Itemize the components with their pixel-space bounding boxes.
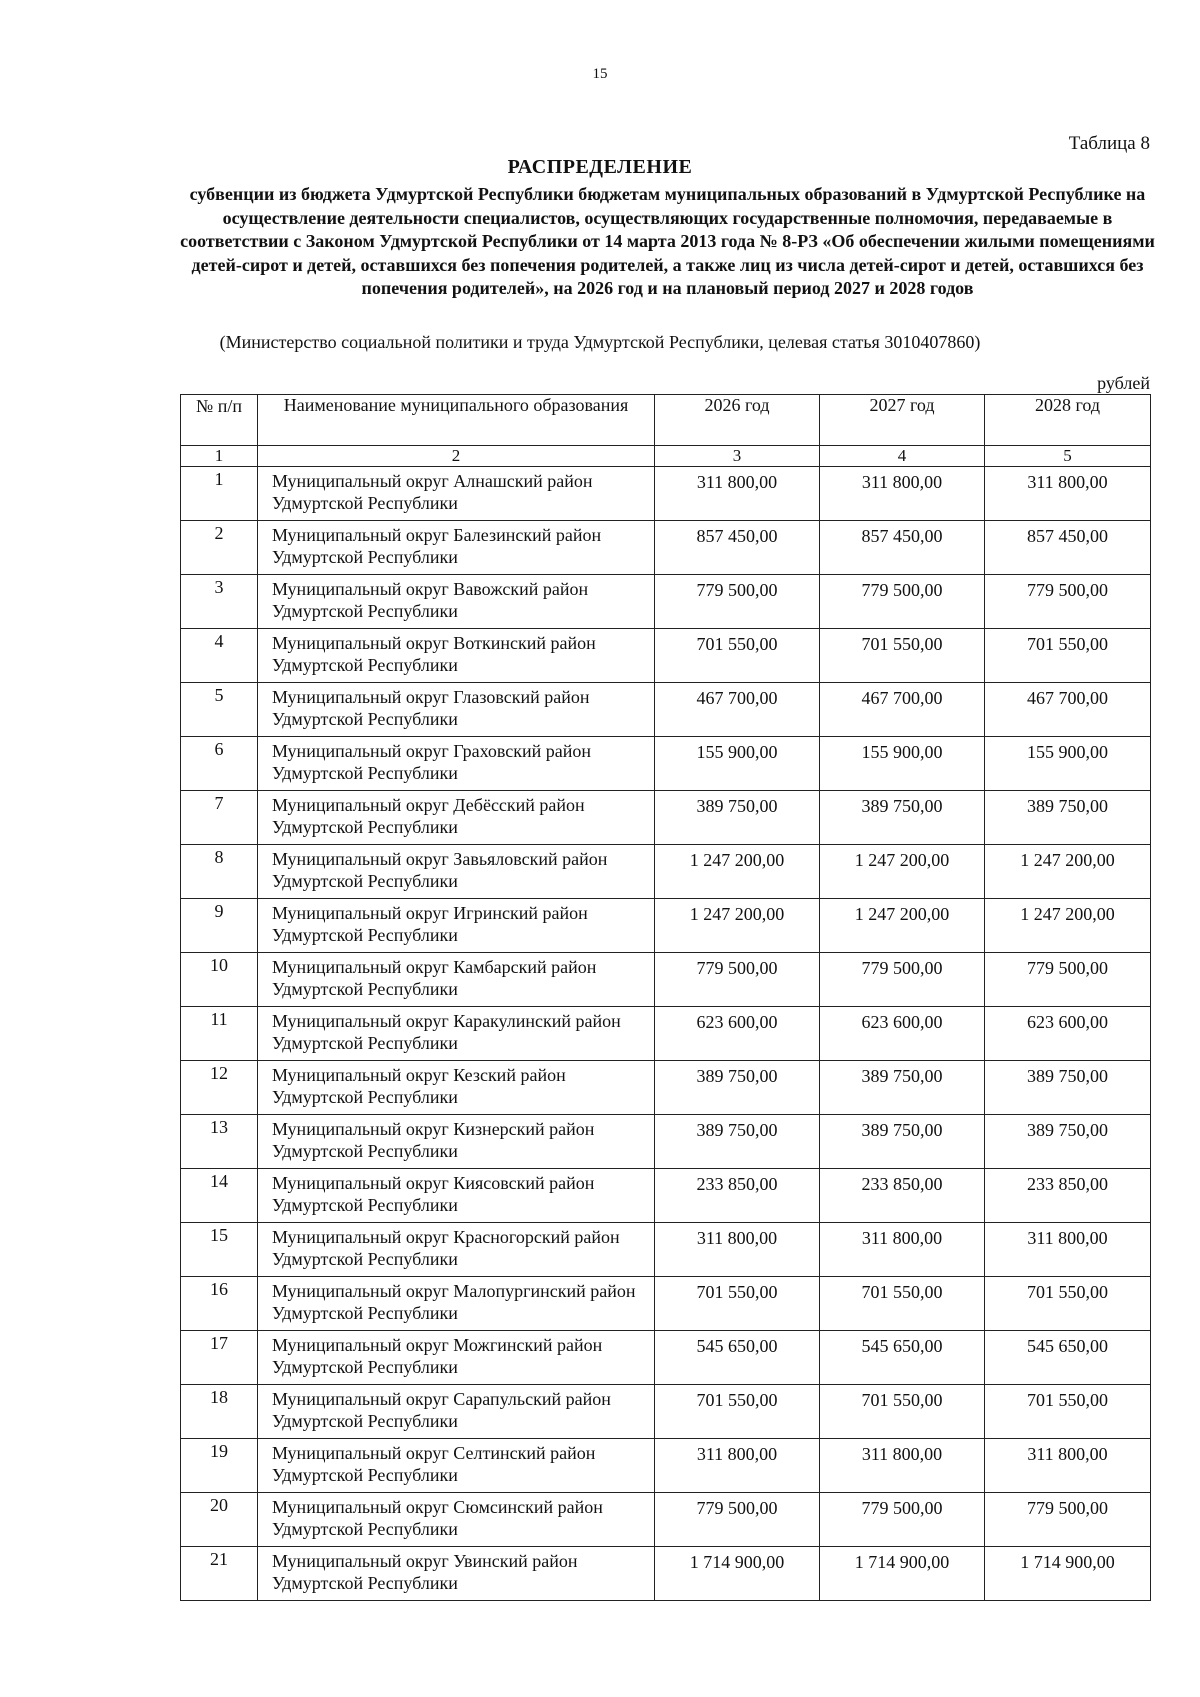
value-2026: 857 450,00 <box>655 521 820 575</box>
page-number: 15 <box>592 66 608 82</box>
table-row <box>181 737 1151 791</box>
value-2028: 857 450,00 <box>985 521 1151 575</box>
value-2026: 701 550,00 <box>655 1277 820 1331</box>
value-2026: 779 500,00 <box>655 1493 820 1547</box>
table-header-row <box>181 395 1151 446</box>
municipality-name: Муниципальный округ Увинский район Удмуртской Республики <box>258 1547 655 1601</box>
value-2027: 1 247 200,00 <box>820 845 985 899</box>
value-2026: 389 750,00 <box>655 1115 820 1169</box>
value-2027: 701 550,00 <box>820 1385 985 1439</box>
column-index-row <box>181 446 1151 467</box>
table-row <box>181 1115 1151 1169</box>
value-2026: 389 750,00 <box>655 1061 820 1115</box>
table-row <box>181 1331 1151 1385</box>
column-index: 2 <box>258 446 655 467</box>
value-2027: 1 247 200,00 <box>820 899 985 953</box>
row-number: 16 <box>181 1277 258 1331</box>
value-2028: 545 650,00 <box>985 1331 1151 1385</box>
row-number: 1 <box>181 467 258 521</box>
value-2027: 701 550,00 <box>820 629 985 683</box>
value-2026: 311 800,00 <box>655 1223 820 1277</box>
value-2028: 701 550,00 <box>985 1277 1151 1331</box>
row-number: 9 <box>181 899 258 953</box>
value-2027: 1 714 900,00 <box>820 1547 985 1601</box>
value-2027: 311 800,00 <box>820 1223 985 1277</box>
row-number: 13 <box>181 1115 258 1169</box>
table-row <box>181 1547 1151 1601</box>
value-2026: 701 550,00 <box>655 1385 820 1439</box>
municipality-name: Муниципальный округ Глазовский район Удмуртской Республики <box>258 683 655 737</box>
value-2028: 779 500,00 <box>985 575 1151 629</box>
value-2028: 779 500,00 <box>985 1493 1151 1547</box>
document-subtitle: субвенции из бюджета Удмуртской Республики бюджетам муниципальных образований в Удмуртской Республике на осуществление деятельности специалистов, осуществляющих государственные полномочия, передаваемые в соответствии с Законом Удмуртской Республики от 14 марта 2013 года № 8-РЗ «Об обеспечении жилыми помещениями детей-сирот и детей, оставшихся без попечения родителей, а также лиц из числа детей-сирот и детей, оставшихся без попечения родителей», на 2026 год и на плановый период 2027 и 2028 годов <box>180 184 1155 299</box>
column-index: 1 <box>181 446 258 467</box>
value-2027: 623 600,00 <box>820 1007 985 1061</box>
header-name: Наименование муниципального образования <box>258 395 655 446</box>
value-2028: 1 714 900,00 <box>985 1547 1151 1601</box>
municipality-name: Муниципальный округ Красногорский район Удмуртской Республики <box>258 1223 655 1277</box>
row-number: 15 <box>181 1223 258 1277</box>
value-2028: 311 800,00 <box>985 1439 1151 1493</box>
value-2027: 311 800,00 <box>820 1439 985 1493</box>
table-row <box>181 575 1151 629</box>
table-row <box>181 1223 1151 1277</box>
value-2027: 233 850,00 <box>820 1169 985 1223</box>
table-row <box>181 899 1151 953</box>
value-2027: 467 700,00 <box>820 683 985 737</box>
row-number: 8 <box>181 845 258 899</box>
municipality-name: Муниципальный округ Вавожский район Удмуртской Республики <box>258 575 655 629</box>
municipality-name: Муниципальный округ Балезинский район Удмуртской Республики <box>258 521 655 575</box>
value-2026: 155 900,00 <box>655 737 820 791</box>
municipality-name: Муниципальный округ Малопургинский район Удмуртской Республики <box>258 1277 655 1331</box>
subvention-table <box>180 394 1151 1601</box>
value-2028: 389 750,00 <box>985 1061 1151 1115</box>
value-2028: 155 900,00 <box>985 737 1151 791</box>
value-2027: 779 500,00 <box>820 575 985 629</box>
value-2028: 623 600,00 <box>985 1007 1151 1061</box>
value-2028: 389 750,00 <box>985 1115 1151 1169</box>
table-label: Таблица 8 <box>1068 133 1150 154</box>
value-2026: 311 800,00 <box>655 1439 820 1493</box>
table-row <box>181 629 1151 683</box>
row-number: 20 <box>181 1493 258 1547</box>
row-number: 5 <box>181 683 258 737</box>
header-2028: 2028 год <box>985 395 1151 446</box>
row-number: 19 <box>181 1439 258 1493</box>
row-number: 4 <box>181 629 258 683</box>
value-2026: 389 750,00 <box>655 791 820 845</box>
value-2027: 545 650,00 <box>820 1331 985 1385</box>
municipality-name: Муниципальный округ Игринский район Удмуртской Республики <box>258 899 655 953</box>
row-number: 10 <box>181 953 258 1007</box>
municipality-name: Муниципальный округ Алнашский район Удмуртской Республики <box>258 467 655 521</box>
municipality-name: Муниципальный округ Дебёсский район Удмуртской Республики <box>258 791 655 845</box>
table-row <box>181 845 1151 899</box>
ministry-note: (Министерство социальной политики и труда Удмуртской Республики, целевая статья 3010407860) <box>219 332 981 352</box>
value-2028: 701 550,00 <box>985 629 1151 683</box>
municipality-name: Муниципальный округ Воткинский район Удмуртской Республики <box>258 629 655 683</box>
currency-unit: рублей <box>1097 373 1150 393</box>
table-row <box>181 1493 1151 1547</box>
column-index: 4 <box>820 446 985 467</box>
row-number: 17 <box>181 1331 258 1385</box>
value-2027: 779 500,00 <box>820 953 985 1007</box>
row-number: 6 <box>181 737 258 791</box>
value-2027: 389 750,00 <box>820 1115 985 1169</box>
value-2026: 233 850,00 <box>655 1169 820 1223</box>
row-number: 12 <box>181 1061 258 1115</box>
row-number: 7 <box>181 791 258 845</box>
table-row <box>181 791 1151 845</box>
table-row <box>181 1439 1151 1493</box>
table-row <box>181 1169 1151 1223</box>
municipality-name: Муниципальный округ Селтинский район Удмуртской Республики <box>258 1439 655 1493</box>
header-num: № п/п <box>181 395 258 446</box>
table-row <box>181 467 1151 521</box>
municipality-name: Муниципальный округ Завьяловский район Удмуртской Республики <box>258 845 655 899</box>
value-2028: 233 850,00 <box>985 1169 1151 1223</box>
table-body <box>181 467 1151 1601</box>
value-2027: 779 500,00 <box>820 1493 985 1547</box>
municipality-name: Муниципальный округ Кизнерский район Удмуртской Республики <box>258 1115 655 1169</box>
value-2026: 1 247 200,00 <box>655 845 820 899</box>
row-number: 18 <box>181 1385 258 1439</box>
value-2027: 155 900,00 <box>820 737 985 791</box>
municipality-name: Муниципальный округ Можгинский район Удмуртской Республики <box>258 1331 655 1385</box>
value-2026: 701 550,00 <box>655 629 820 683</box>
value-2028: 389 750,00 <box>985 791 1151 845</box>
value-2028: 1 247 200,00 <box>985 845 1151 899</box>
row-number: 11 <box>181 1007 258 1061</box>
municipality-name: Муниципальный округ Граховский район Удмуртской Республики <box>258 737 655 791</box>
value-2026: 467 700,00 <box>655 683 820 737</box>
value-2026: 1 714 900,00 <box>655 1547 820 1601</box>
row-number: 2 <box>181 521 258 575</box>
table-row <box>181 683 1151 737</box>
municipality-name: Муниципальный округ Сюмсинский район Удмуртской Республики <box>258 1493 655 1547</box>
value-2027: 389 750,00 <box>820 1061 985 1115</box>
value-2026: 623 600,00 <box>655 1007 820 1061</box>
column-index: 5 <box>985 446 1151 467</box>
table-row <box>181 953 1151 1007</box>
value-2028: 467 700,00 <box>985 683 1151 737</box>
value-2028: 779 500,00 <box>985 953 1151 1007</box>
value-2027: 701 550,00 <box>820 1277 985 1331</box>
header-2026: 2026 год <box>655 395 820 446</box>
column-index: 3 <box>655 446 820 467</box>
value-2028: 1 247 200,00 <box>985 899 1151 953</box>
municipality-name: Муниципальный округ Камбарский район Удмуртской Республики <box>258 953 655 1007</box>
municipality-name: Муниципальный округ Киясовский район Удмуртской Республики <box>258 1169 655 1223</box>
value-2028: 701 550,00 <box>985 1385 1151 1439</box>
value-2026: 545 650,00 <box>655 1331 820 1385</box>
value-2027: 311 800,00 <box>820 467 985 521</box>
municipality-name: Муниципальный округ Каракулинский район Удмуртской Республики <box>258 1007 655 1061</box>
row-number: 3 <box>181 575 258 629</box>
header-2027: 2027 год <box>820 395 985 446</box>
table-row <box>181 1277 1151 1331</box>
row-number: 14 <box>181 1169 258 1223</box>
value-2028: 311 800,00 <box>985 1223 1151 1277</box>
document-title: РАСПРЕДЕЛЕНИЕ <box>507 156 693 178</box>
row-number: 21 <box>181 1547 258 1601</box>
table-row <box>181 521 1151 575</box>
table-row <box>181 1007 1151 1061</box>
value-2026: 1 247 200,00 <box>655 899 820 953</box>
table-row <box>181 1385 1151 1439</box>
municipality-name: Муниципальный округ Сарапульский район Удмуртской Республики <box>258 1385 655 1439</box>
value-2028: 311 800,00 <box>985 467 1151 521</box>
value-2026: 311 800,00 <box>655 467 820 521</box>
municipality-name: Муниципальный округ Кезский район Удмуртской Республики <box>258 1061 655 1115</box>
value-2027: 857 450,00 <box>820 521 985 575</box>
value-2026: 779 500,00 <box>655 953 820 1007</box>
table-row <box>181 1061 1151 1115</box>
value-2026: 779 500,00 <box>655 575 820 629</box>
value-2027: 389 750,00 <box>820 791 985 845</box>
